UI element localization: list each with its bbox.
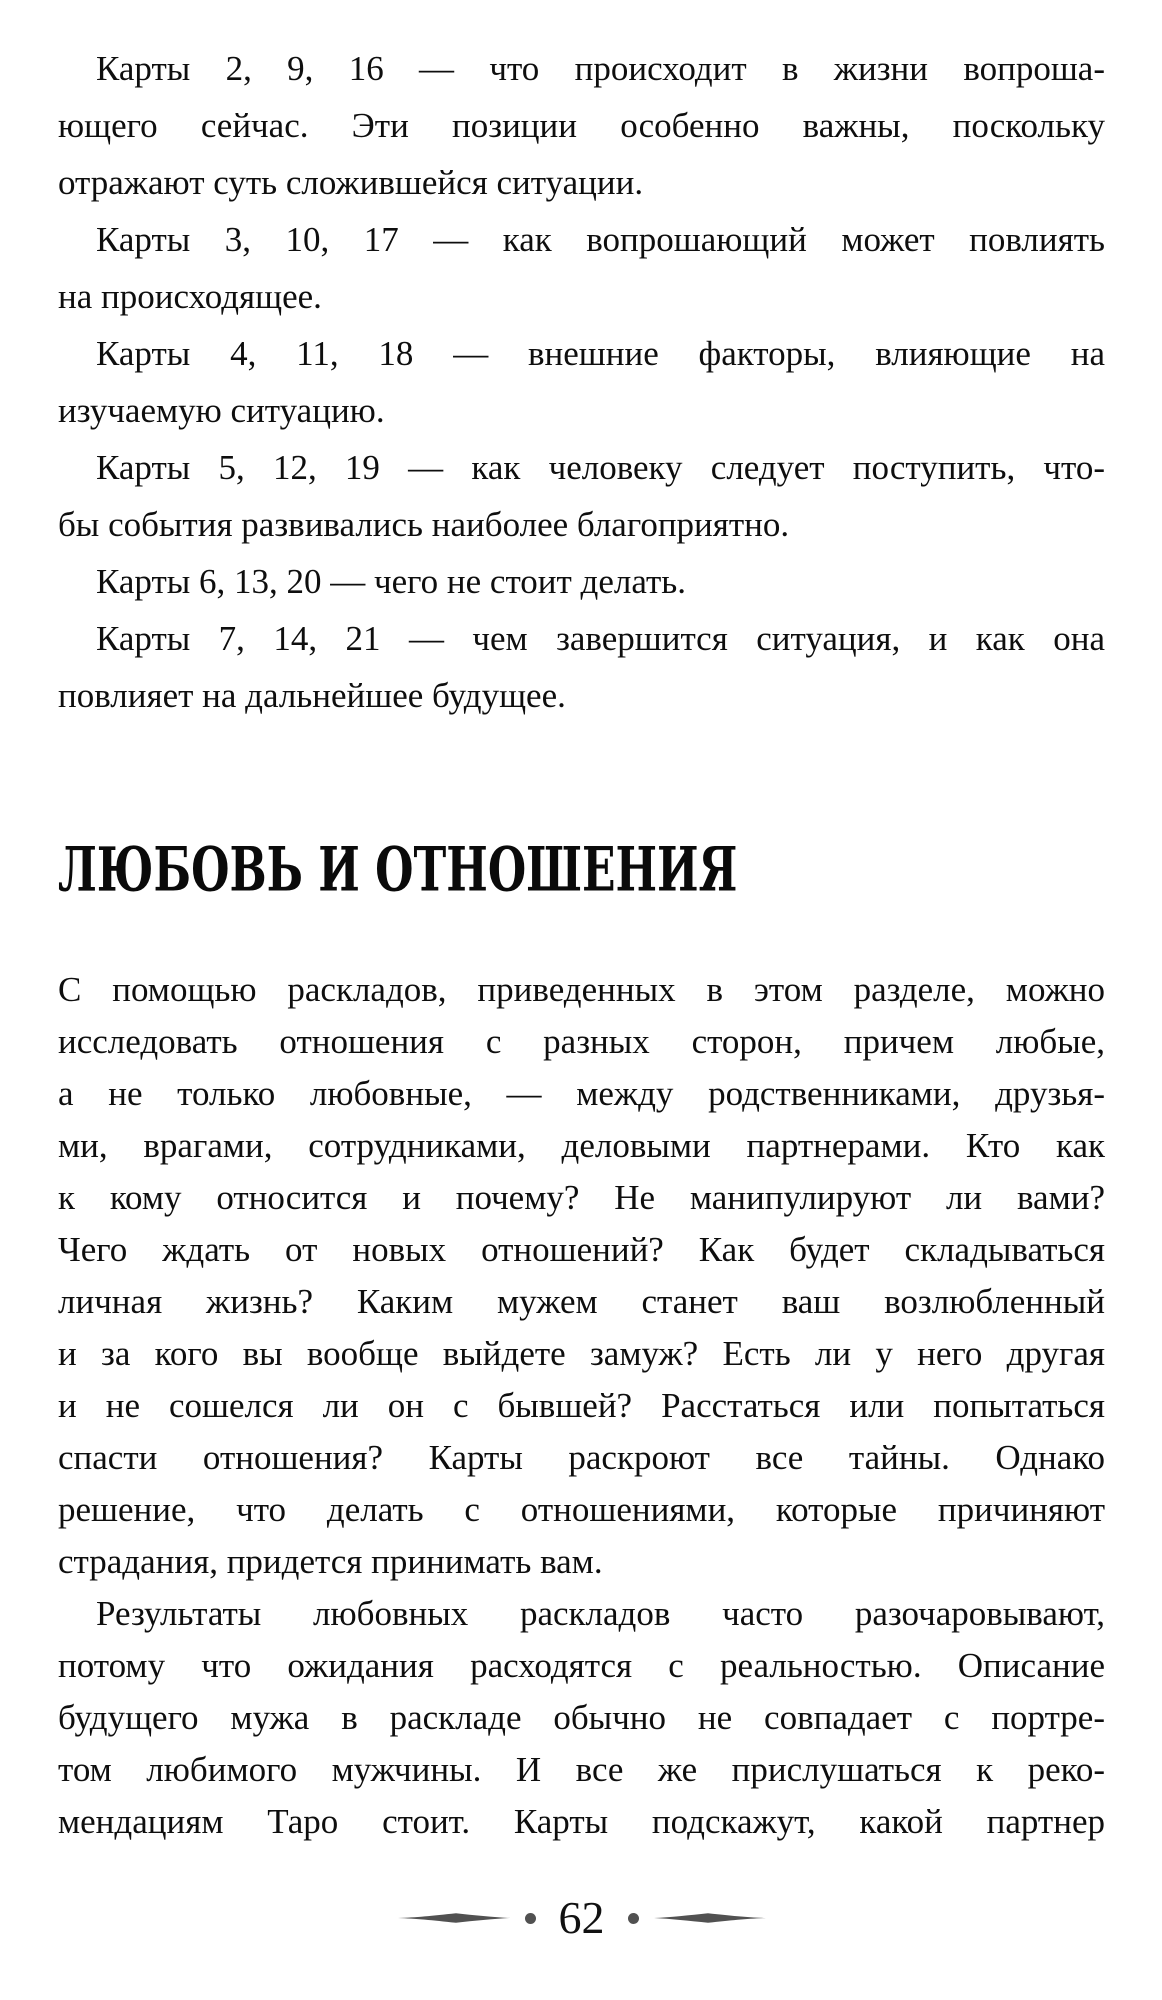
text-line: на происходящее. (58, 277, 322, 316)
paragraph (58, 553, 1105, 610)
text-line: будущего мужа в раскладе обычно не совпадает с портре- (58, 1698, 1105, 1737)
paragraph (58, 211, 1105, 325)
divider-spindle-icon (654, 1911, 766, 1925)
divider-spindle-icon (398, 1911, 510, 1925)
text-line: потому что ожидания расходятся с реальностью. Описание (58, 1646, 1105, 1685)
text-line: повлияет на дальнейшее будущее. (58, 676, 566, 715)
text-line: том любимого мужчины. И все же прислушаться к реко- (58, 1750, 1105, 1789)
page-footer (58, 1894, 1105, 1942)
text-line: личная жизнь? Каким мужем станет ваш возлюбленный (58, 1282, 1105, 1321)
text-line: Карты 7, 14, 21 — чем завершится ситуация, и как она (96, 619, 1105, 658)
text-line: Карты 3, 10, 17 — как вопрошающий может повлиять (96, 220, 1105, 259)
text-line: Карты 4, 11, 18 — внешние факторы, влияющие на (96, 334, 1105, 373)
text-line: к кому относится и почему? Не манипулируют ли вами? (58, 1178, 1105, 1217)
paragraph (58, 325, 1105, 439)
paragraph (58, 40, 1105, 211)
text-line: ми, врагами, сотрудниками, деловыми партнерами. Кто как (58, 1126, 1105, 1165)
paragraph (58, 1588, 1105, 1848)
text-line: страдания, придется принимать вам. (58, 1542, 603, 1581)
paragraph (58, 610, 1105, 724)
page-number: 62 (558, 1892, 605, 1943)
text-line: бы события развивались наиболее благоприятно. (58, 505, 790, 544)
card-positions-block (58, 40, 1105, 724)
text-line: Результаты любовных раскладов часто разочаровывают, (96, 1594, 1105, 1633)
love-section-block (58, 964, 1105, 1848)
text-line: мендациям Таро стоит. Карты подскажут, какой партнер (58, 1802, 1105, 1841)
text-line: Карты 2, 9, 16 — что происходит в жизни вопроша- (96, 49, 1105, 88)
text-line: ющего сейчас. Эти позиции особенно важны, поскольку (58, 106, 1105, 145)
text-line: спасти отношения? Карты раскроют все тайны. Однако (58, 1438, 1105, 1477)
paragraph (58, 439, 1105, 553)
text-line: решение, что делать с отношениями, которые причиняют (58, 1490, 1105, 1529)
footer-dot-icon (525, 1913, 536, 1924)
text-line: и за кого вы вообще выйдете замуж? Есть ли у него другая (58, 1334, 1105, 1373)
text-line: изучаемую ситуацию. (58, 391, 385, 430)
text-line: и не сошелся ли он с бывшей? Расстаться или попытаться (58, 1386, 1105, 1425)
text-line: С помощью раскладов, приведенных в этом разделе, можно (58, 970, 1105, 1009)
text-line: исследовать отношения с разных сторон, причем любые, (58, 1022, 1105, 1061)
footer-dot-icon (628, 1913, 639, 1924)
text-line: Карты 5, 12, 19 — как человеку следует поступить, что- (96, 448, 1105, 487)
text-line: а не только любовные, — между родственниками, друзья- (58, 1074, 1105, 1113)
text-line: Карты 6, 13, 20 — чего не стоит делать. (96, 562, 686, 601)
text-line: отражают суть сложившейся ситуации. (58, 163, 644, 202)
section-heading: ЛЮБОВЬ И ОТНОШЕНИЯ (58, 833, 738, 906)
text-line: Чего ждать от новых отношений? Как будет складываться (58, 1230, 1105, 1269)
paragraph (58, 964, 1105, 1588)
